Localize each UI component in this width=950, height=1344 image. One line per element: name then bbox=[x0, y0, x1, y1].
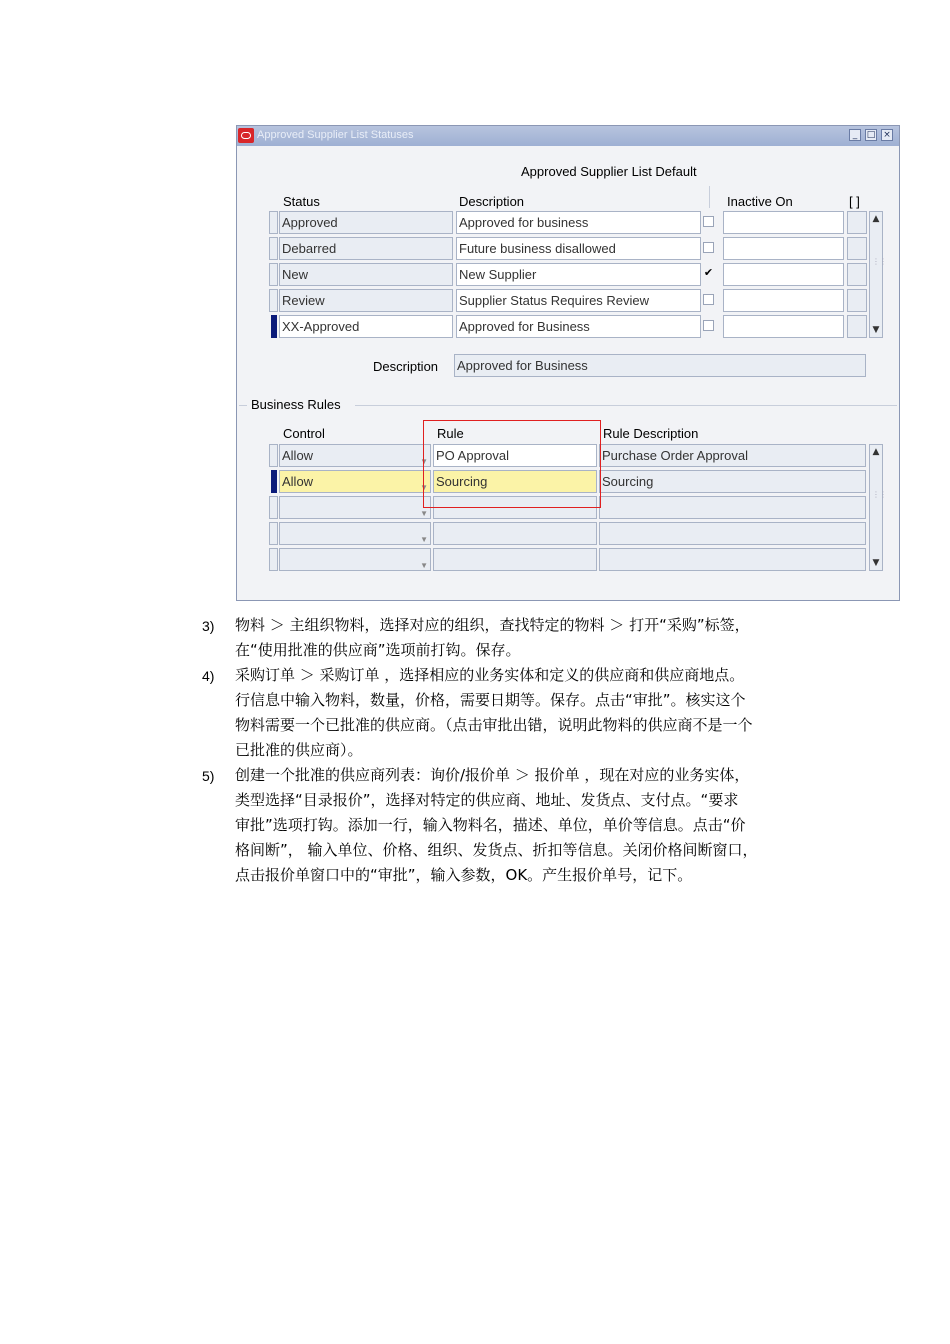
description-field[interactable]: Supplier Status Requires Review bbox=[456, 289, 701, 312]
rule-description-field[interactable]: Sourcing bbox=[599, 470, 866, 493]
rule-description-field[interactable] bbox=[599, 522, 866, 545]
section-divider bbox=[355, 405, 897, 406]
description-field[interactable]: Future business disallowed bbox=[456, 237, 701, 260]
row-selector[interactable] bbox=[269, 211, 278, 234]
step-text bbox=[235, 763, 815, 888]
rule-field[interactable]: PO Approval bbox=[433, 444, 597, 467]
inactive-on-field[interactable] bbox=[723, 263, 844, 286]
default-checkbox[interactable] bbox=[703, 294, 714, 305]
control-select[interactable] bbox=[279, 548, 431, 571]
step-text bbox=[235, 663, 815, 763]
step-line: 审批”选项打钩。添加一行，输入物料名，描述、单位，单价等信息。点击“价 bbox=[235, 816, 746, 834]
rules-scrollbar[interactable] bbox=[869, 444, 886, 571]
dropdown-arrow-icon[interactable]: ▼ bbox=[420, 509, 428, 518]
step-line: 在“使用批准的供应商”选项前打钩。保存。 bbox=[235, 641, 521, 659]
description-detail-field[interactable]: Approved for Business bbox=[454, 354, 866, 377]
flex-column-header: [ ] bbox=[849, 194, 860, 209]
rule-field[interactable] bbox=[433, 548, 597, 571]
rule-description-column-header: Rule Description bbox=[603, 426, 699, 441]
row-selector[interactable] bbox=[269, 289, 278, 312]
step-line: 行信息中输入物料，数量，价格，需要日期等。保存。点击“审批”。核实这个 bbox=[235, 691, 746, 709]
row-selector[interactable] bbox=[269, 496, 278, 519]
flex-field[interactable] bbox=[847, 289, 867, 312]
description-field[interactable]: New Supplier bbox=[456, 263, 701, 286]
default-column-header: Approved Supplier List Default bbox=[521, 164, 697, 179]
step-number: 5) bbox=[202, 768, 215, 784]
section-divider bbox=[239, 405, 247, 406]
step-line: 类型选择“目录报价”，选择对特定的供应商、地址、发货点、支付点。“要求 bbox=[235, 791, 739, 809]
inactive-on-field[interactable] bbox=[723, 211, 844, 234]
default-checkbox[interactable] bbox=[703, 216, 714, 227]
minimize-button[interactable]: _ bbox=[849, 129, 861, 141]
flex-field[interactable] bbox=[847, 263, 867, 286]
control-select[interactable] bbox=[279, 444, 431, 467]
inactive-on-column-header: Inactive On bbox=[727, 194, 793, 209]
step-line: 已批准的供应商）。 bbox=[235, 741, 363, 759]
rule-description-field[interactable] bbox=[599, 496, 866, 519]
flex-field[interactable] bbox=[847, 315, 867, 338]
step-text bbox=[235, 613, 815, 663]
control-select[interactable] bbox=[279, 522, 431, 545]
rule-description-field[interactable]: Purchase Order Approval bbox=[599, 444, 866, 467]
step-line: 物料 ＞ 主组织物料，选择对应的组织，查找特定的物料 ＞ 打开“采购”标签， bbox=[235, 616, 750, 634]
status-field[interactable]: Approved bbox=[279, 211, 453, 234]
default-checkbox-checked[interactable]: ✔ bbox=[703, 266, 714, 279]
rule-column-header: Rule bbox=[437, 426, 464, 441]
scroll-grip-icon[interactable]: ⋮⋮ bbox=[872, 490, 886, 499]
control-column-header: Control bbox=[283, 426, 325, 441]
dropdown-arrow-icon[interactable]: ▼ bbox=[420, 457, 428, 466]
window-title: Approved Supplier List Statuses bbox=[257, 129, 414, 141]
scroll-grip-icon[interactable]: ⋮⋮ bbox=[872, 257, 886, 266]
rule-description-field[interactable] bbox=[599, 548, 866, 571]
step-line: 物料需要一个已批准的供应商。（点击审批出错，说明此物料的供应商不是一个 bbox=[235, 716, 753, 734]
step-line: 采购订单 ＞ 采购订单 ，选择相应的业务实体和定义的供应商和供应商地点。 bbox=[235, 666, 745, 684]
scroll-up-icon[interactable]: ▲ bbox=[872, 447, 880, 457]
business-rules-heading: Business Rules bbox=[251, 397, 341, 412]
default-checkbox[interactable] bbox=[703, 242, 714, 253]
status-field[interactable]: New bbox=[279, 263, 453, 286]
status-column-header: Status bbox=[283, 194, 320, 209]
dropdown-arrow-icon[interactable]: ▼ bbox=[420, 561, 428, 570]
description-label: Description bbox=[373, 359, 439, 374]
dropdown-arrow-icon[interactable]: ▼ bbox=[420, 535, 428, 544]
scroll-down-icon[interactable]: ▼ bbox=[872, 325, 880, 335]
step-number: 4) bbox=[202, 668, 215, 684]
description-field[interactable]: Approved for business bbox=[456, 211, 701, 234]
inactive-on-field[interactable] bbox=[723, 289, 844, 312]
window-titlebar[interactable] bbox=[237, 126, 899, 146]
flex-field[interactable] bbox=[847, 211, 867, 234]
control-select[interactable] bbox=[279, 496, 431, 519]
status-field[interactable]: XX-Approved bbox=[279, 315, 453, 338]
step-line: 格间断”， 输入单位、价格、组织、发货点、折扣等信息。关闭价格间断窗口， bbox=[235, 841, 758, 859]
row-selector[interactable] bbox=[269, 444, 278, 467]
header-divider bbox=[709, 186, 710, 208]
rule-field[interactable]: Sourcing bbox=[433, 470, 597, 493]
scroll-up-icon[interactable]: ▲ bbox=[872, 214, 880, 224]
inactive-on-field[interactable] bbox=[723, 315, 844, 338]
control-value: Allow bbox=[282, 448, 314, 463]
inactive-on-field[interactable] bbox=[723, 237, 844, 260]
control-value: Allow bbox=[282, 474, 314, 489]
rule-highlight-box bbox=[423, 420, 601, 508]
description-column-header: Description bbox=[459, 194, 525, 209]
step-line: 创建一个批准的供应商列表：询价/报价单 ＞ 报价单 ，现在对应的业务实体， bbox=[235, 766, 750, 784]
row-selector[interactable] bbox=[269, 522, 278, 545]
row-selector[interactable] bbox=[269, 263, 278, 286]
oracle-logo-icon bbox=[238, 128, 254, 143]
step-line: 点击报价单窗口中的“审批”，输入参数，OK。产生报价单号，记下。 bbox=[235, 866, 693, 884]
close-button[interactable]: × bbox=[881, 129, 893, 141]
row-selector[interactable] bbox=[269, 548, 278, 571]
row-selector-active[interactable] bbox=[271, 315, 277, 338]
row-selector-active[interactable] bbox=[271, 470, 277, 493]
status-field[interactable]: Debarred bbox=[279, 237, 453, 260]
step-number: 3) bbox=[202, 618, 215, 634]
description-field[interactable]: Approved for Business bbox=[456, 315, 701, 338]
control-select[interactable] bbox=[279, 470, 431, 493]
dropdown-arrow-icon[interactable]: ▼ bbox=[420, 483, 428, 492]
status-field[interactable]: Review bbox=[279, 289, 453, 312]
rule-field[interactable] bbox=[433, 522, 597, 545]
maximize-button[interactable]: □ bbox=[866, 130, 876, 140]
flex-field[interactable] bbox=[847, 237, 867, 260]
status-scrollbar[interactable] bbox=[869, 211, 886, 338]
scroll-down-icon[interactable]: ▼ bbox=[872, 558, 880, 568]
default-checkbox[interactable] bbox=[703, 320, 714, 331]
row-selector[interactable] bbox=[269, 237, 278, 260]
approved-supplier-list-window bbox=[236, 125, 900, 601]
